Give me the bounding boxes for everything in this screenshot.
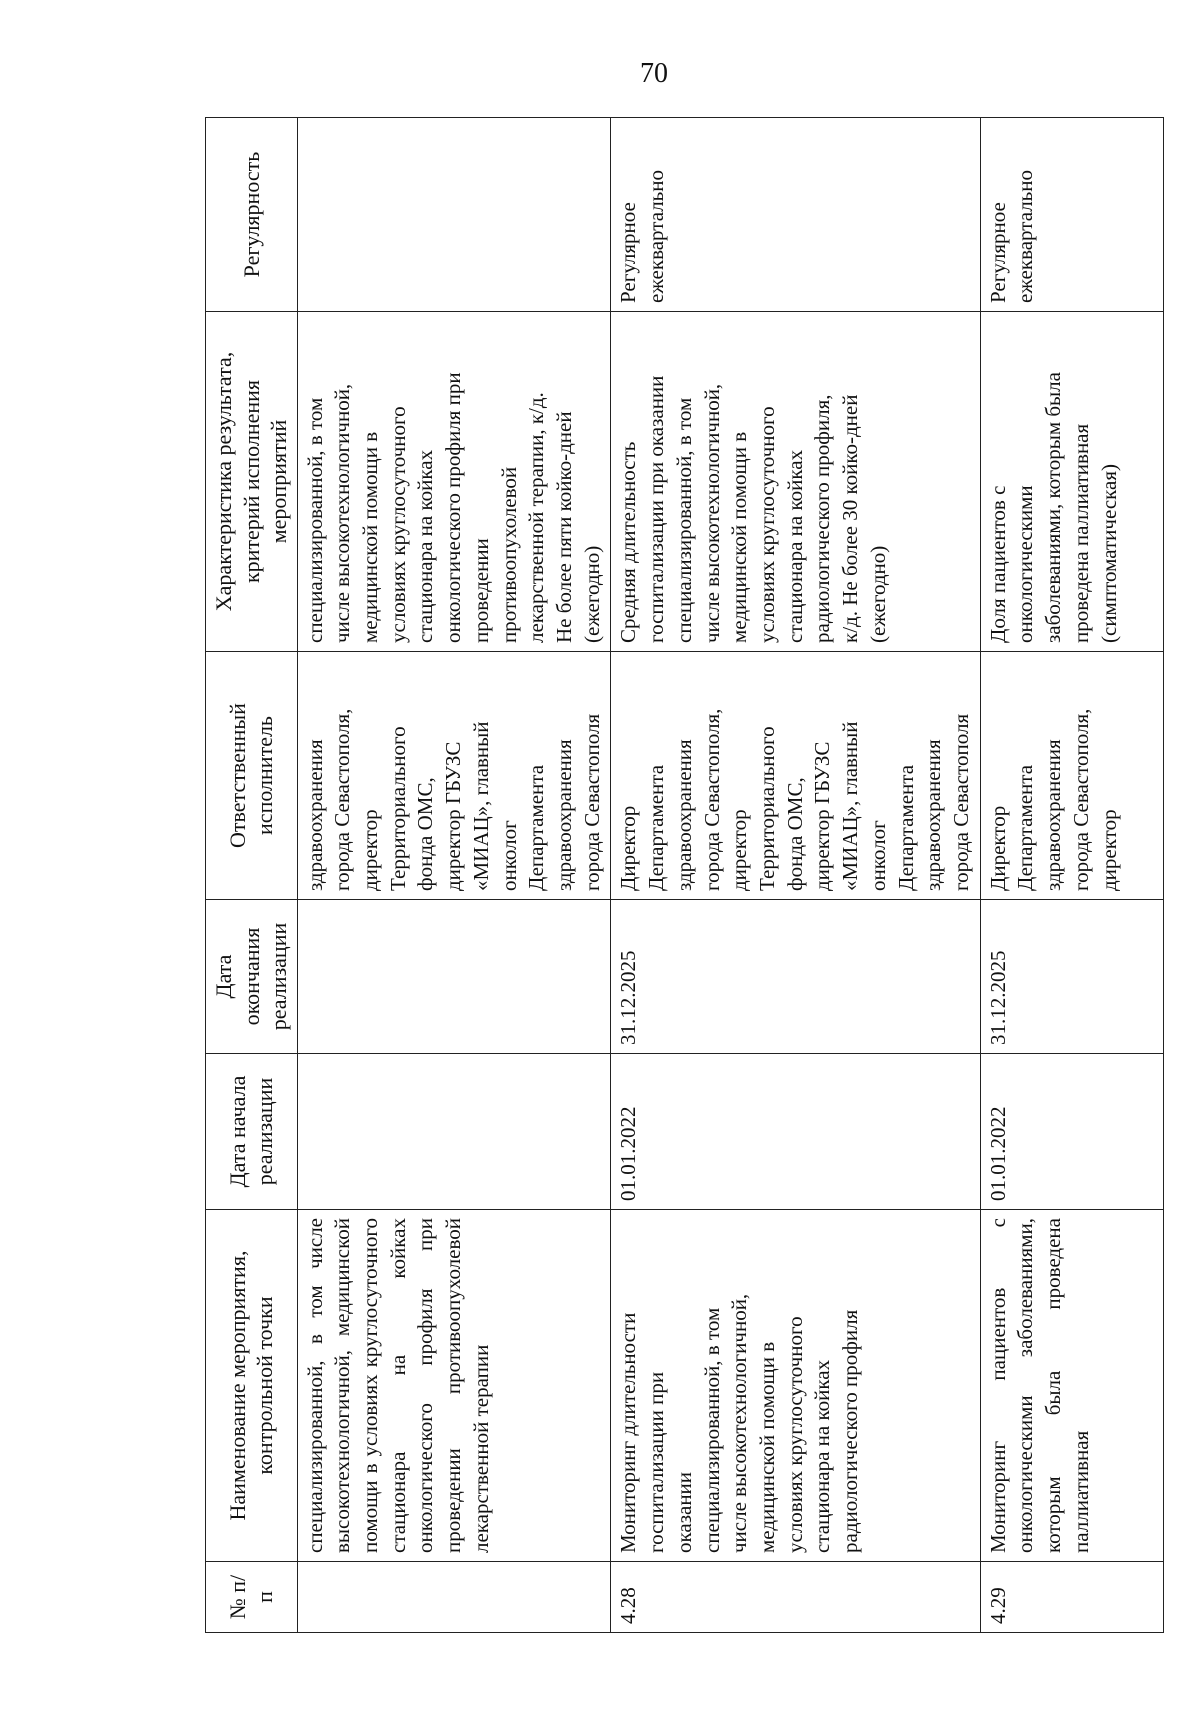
cell-result: специализированной, в том числе высокотехнологичной, медицинской помощи в условиях круглосуточного стационара на койках онкологического профиля при проведении противоопухолевой лекарственной терапии, к/д. Не более пяти койко-дней (ежегодно) <box>297 312 611 652</box>
cell-num: 4.29 <box>980 1562 1163 1633</box>
cell-regularity: Регулярное ежеквартально <box>611 118 980 312</box>
table-row <box>611 118 980 1633</box>
header-num: № п/п <box>206 1562 298 1633</box>
table-row <box>297 118 611 1633</box>
header-end: Дата окончания реализации <box>206 900 298 1054</box>
cell-responsible: здравоохранения города Севастополя, директор Территориального фонда ОМС, директор ГБУЗС «МИАЦ», главный онколог Департамента здравоохранения города Севастополя <box>297 652 611 900</box>
cell-start: 01.01.2022 <box>611 1054 980 1210</box>
cell-end: 31.12.2025 <box>611 900 980 1054</box>
table-rotated-container <box>205 118 1121 1633</box>
header-start: Дата начала реализации <box>206 1054 298 1210</box>
header-row <box>206 118 298 1633</box>
table-row <box>980 118 1163 1633</box>
page-number: 70 <box>640 58 668 89</box>
cell-regularity <box>297 118 611 312</box>
header-name: Наименование мероприятия, контрольной точки <box>206 1210 298 1562</box>
cell-regularity: Регулярное ежеквартально <box>980 118 1163 312</box>
cell-start <box>297 1054 611 1210</box>
cell-name: специализированной, в том числе высокотехнологичной, медицинской помощи в условиях круглосуточного стационара на койках онкологического профиля при проведении противоопухолевой лекарственной терапии <box>297 1210 611 1562</box>
measures-table <box>205 117 1164 1633</box>
cell-name: Мониторинг длительности госпитализации при оказании специализированной, в том числе высокотехнологичной, медицинской помощи в условиях круглосуточного стационара на койках радиологического профиля <box>611 1210 980 1562</box>
cell-end: 31.12.2025 <box>980 900 1163 1054</box>
cell-start: 01.01.2022 <box>980 1054 1163 1210</box>
cell-responsible: Директор Департамента здравоохранения города Севастополя, директор <box>980 652 1163 900</box>
cell-result: Средняя длительность госпитализации при оказании специализированной, в том числе высокотехнологичной, медицинской помощи в условиях круглосуточного стационара на койках радиологического профиля, к/д. Не более 30 койко-дней (ежегодно) <box>611 312 980 652</box>
cell-num: 4.28 <box>611 1562 980 1633</box>
cell-name: Мониторинг пациентов с онкологическими заболеваниями, которым была проведена паллиативная <box>980 1210 1163 1562</box>
cell-result: Доля пациентов с онкологическими заболеваниями, которым была проведена паллиативная (симптоматическая) <box>980 312 1163 652</box>
cell-num <box>297 1562 611 1633</box>
header-responsible: Ответственный исполнитель <box>206 652 298 900</box>
cell-end <box>297 900 611 1054</box>
header-result: Характеристика результата, критерий исполнения мероприятий <box>206 312 298 652</box>
header-regularity: Регулярность <box>206 118 298 312</box>
cell-responsible: Директор Департамента здравоохранения города Севастополя, директор Территориального фонда ОМС, директор ГБУЗС «МИАЦ», главный онколог Департамента здравоохранения города Севастополя <box>611 652 980 900</box>
